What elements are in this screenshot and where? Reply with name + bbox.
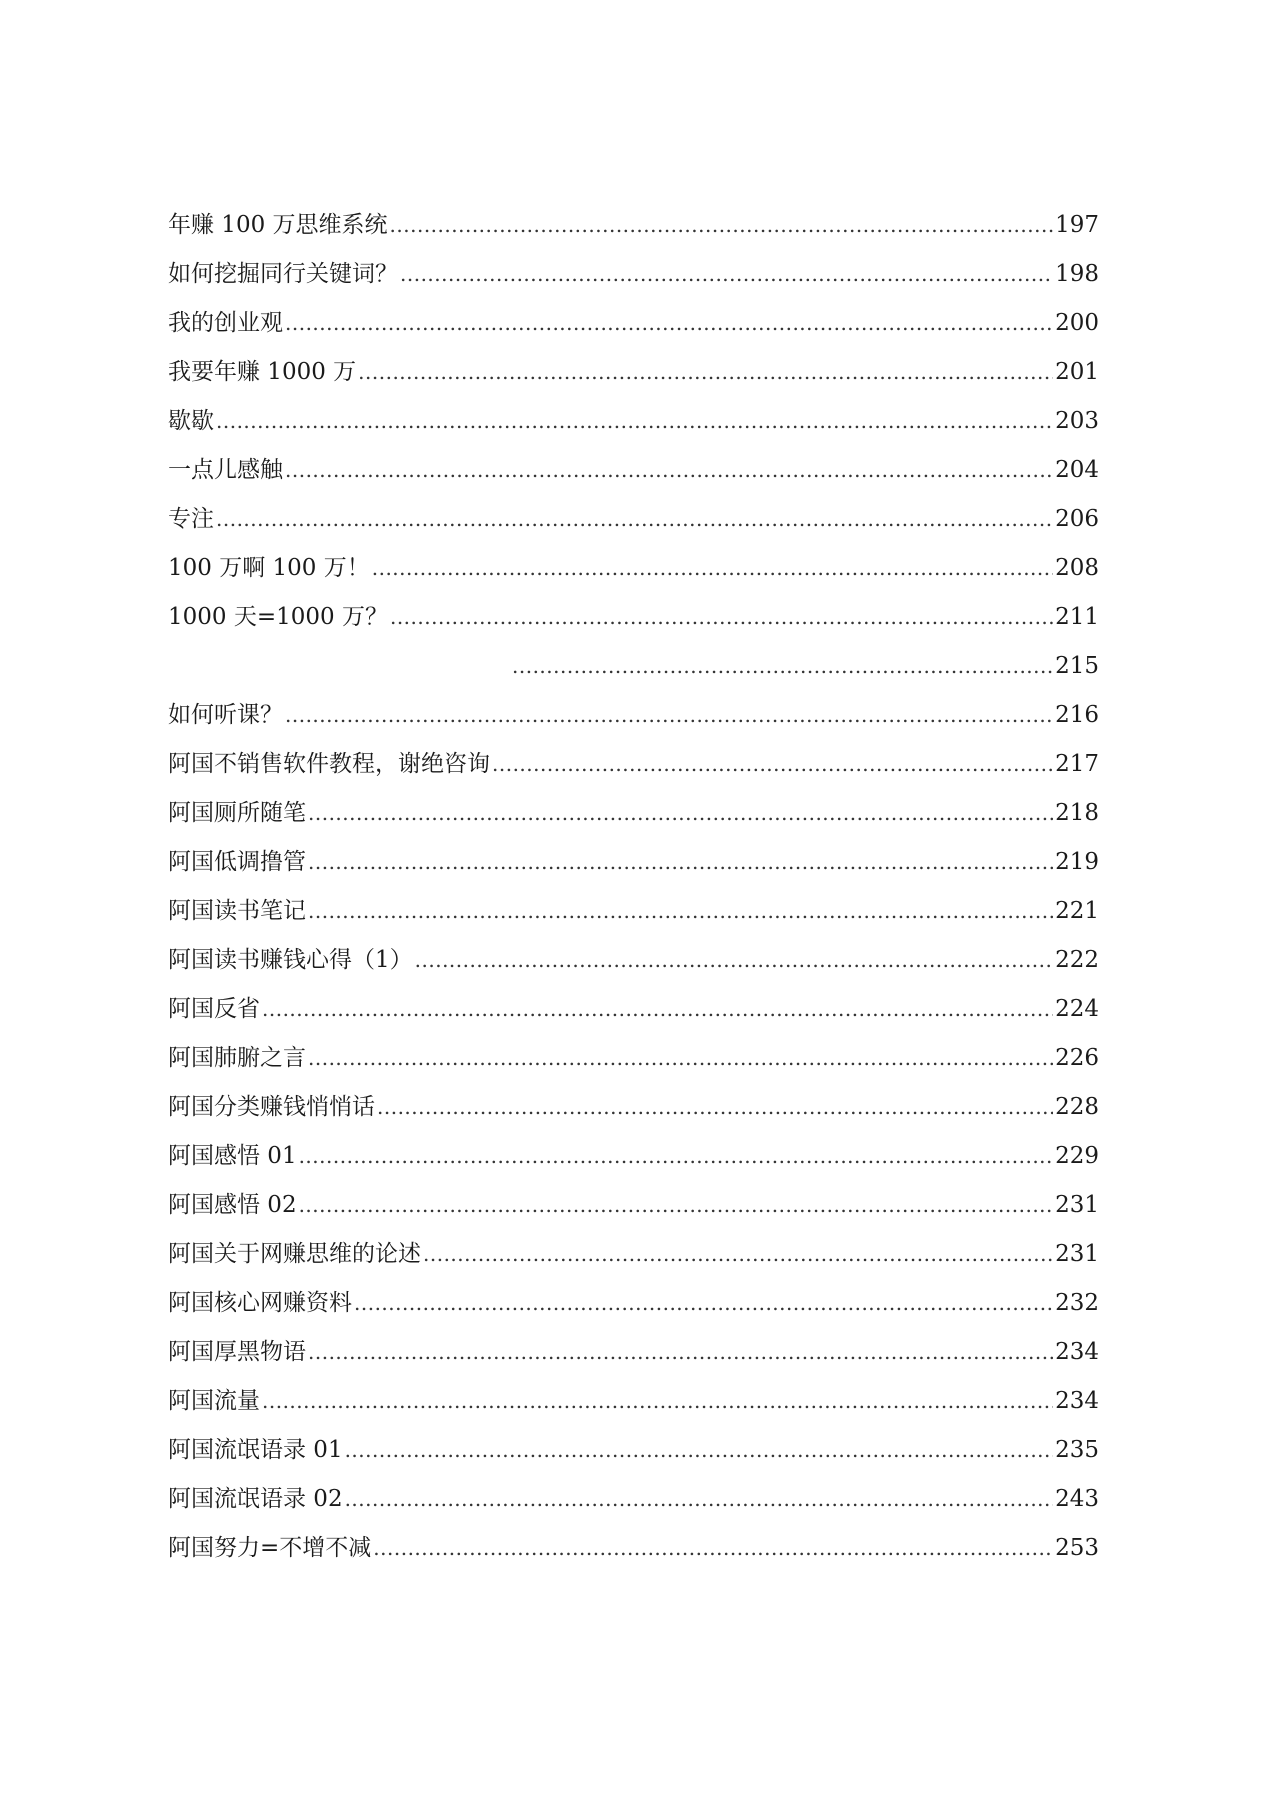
toc-entry-page-number: 211: [1055, 604, 1099, 630]
toc-entry-title: 阿国低调撸管: [168, 849, 306, 875]
dot-leader: [216, 397, 1053, 446]
toc-entry-page-number: 218: [1055, 800, 1099, 826]
dot-leader: [216, 495, 1053, 544]
toc-entry-title: 阿国关于网赚思维的论述: [168, 1241, 421, 1267]
toc-entry-title: 阿国流氓语录 02: [168, 1486, 343, 1512]
toc-entry-page-number: 198: [1055, 261, 1099, 287]
dot-leader: [345, 1426, 1054, 1475]
toc-entry-title: 阿国厕所随笔: [168, 800, 306, 826]
dot-leader: [299, 1132, 1054, 1181]
toc-entry[interactable]: [168, 1377, 1099, 1426]
toc-entry[interactable]: [168, 1132, 1099, 1181]
dot-leader: [285, 691, 1053, 740]
toc-entry[interactable]: [168, 397, 1099, 446]
toc-entry-title: 阿国核心网赚资料: [168, 1290, 352, 1316]
toc-entry-page-number: 232: [1055, 1290, 1099, 1316]
toc-entry-title: 歇歇: [168, 408, 214, 434]
toc-entry-title: 年赚 100 万思维系统: [168, 212, 388, 238]
toc-entry[interactable]: [168, 1181, 1099, 1230]
toc-entry-title: 阿国努力=不增不减: [168, 1535, 372, 1561]
toc-entry-page-number: 229: [1055, 1143, 1099, 1169]
toc-entry[interactable]: [168, 1524, 1099, 1573]
toc-entry-page-number: 224: [1055, 996, 1099, 1022]
toc-entry[interactable]: [168, 544, 1099, 593]
dot-leader: [423, 1230, 1053, 1279]
toc-entry-page-number: 201: [1055, 359, 1099, 385]
toc-entry-title: 阿国分类赚钱悄悄话: [168, 1094, 375, 1120]
dot-leader: [308, 789, 1053, 838]
toc-entry-title: 100 万啊 100 万！: [168, 555, 370, 581]
toc-entry[interactable]: [168, 1426, 1099, 1475]
toc-entry[interactable]: [168, 495, 1099, 544]
toc-entry[interactable]: [168, 887, 1099, 936]
toc-entry-page-number: 200: [1055, 310, 1099, 336]
toc-entry-title: 阿国读书赚钱心得（1）: [168, 947, 413, 973]
toc-entry-page-number: 217: [1055, 751, 1099, 777]
toc-entry-title: 如何听课？: [168, 702, 283, 728]
toc-entry-page-number: 234: [1055, 1388, 1099, 1414]
dot-leader: [492, 740, 1053, 789]
toc-entry-title: 阿国反省: [168, 996, 260, 1022]
dot-leader: [400, 250, 1053, 299]
toc-entry-page-number: 216: [1055, 702, 1099, 728]
dot-leader: [390, 593, 1053, 642]
dot-leader: [373, 1524, 1053, 1573]
toc-entry[interactable]: [168, 299, 1099, 348]
toc-entry[interactable]: [168, 936, 1099, 985]
dot-leader: [372, 544, 1053, 593]
toc-entry-title: 如何挖掘同行关键词？: [168, 261, 398, 287]
dot-leader: [308, 1328, 1053, 1377]
toc-entry-title: 阿国感悟 01: [168, 1143, 297, 1169]
toc-entry-page-number: 253: [1055, 1535, 1099, 1561]
toc-entry[interactable]: [168, 250, 1099, 299]
dot-leader: [354, 1279, 1053, 1328]
toc-entry-page-number: 219: [1055, 849, 1099, 875]
toc-entry[interactable]: [168, 789, 1099, 838]
toc-entry-page-number: 235: [1055, 1437, 1099, 1463]
toc-entry[interactable]: [168, 201, 1099, 250]
dot-leader: [512, 642, 1053, 691]
toc-entry-page-number: 197: [1055, 212, 1099, 238]
toc-entry-page-number: 228: [1055, 1094, 1099, 1120]
dot-leader: [358, 348, 1053, 397]
toc-entry[interactable]: [168, 1279, 1099, 1328]
toc-entry-page-number: 203: [1055, 408, 1099, 434]
dot-leader: [299, 1181, 1054, 1230]
dot-leader: [345, 1475, 1054, 1524]
toc-entry-title: 阿国感悟 02: [168, 1192, 297, 1218]
toc-entry-title: 阿国不销售软件教程，谢绝咨询: [168, 751, 490, 777]
toc-entry[interactable]: [168, 446, 1099, 495]
toc-entry-title: 阿国厚黑物语: [168, 1339, 306, 1365]
toc-entry-title: 我的创业观: [168, 310, 283, 336]
toc-entry-page-number: 234: [1055, 1339, 1099, 1365]
dot-leader: [308, 838, 1053, 887]
toc-entry[interactable]: [168, 1230, 1099, 1279]
toc-entry-page-number: 215: [1055, 653, 1099, 679]
toc-entry[interactable]: [168, 642, 1099, 691]
dot-leader: [415, 936, 1053, 985]
toc-entry[interactable]: [168, 691, 1099, 740]
dot-leader: [262, 1377, 1053, 1426]
toc-entry-title: 阿国流量: [168, 1388, 260, 1414]
toc-entry-page-number: 206: [1055, 506, 1099, 532]
dot-leader: [262, 985, 1053, 1034]
toc-entry[interactable]: [168, 1475, 1099, 1524]
toc-entry[interactable]: [168, 985, 1099, 1034]
toc-entry-page-number: 208: [1055, 555, 1099, 581]
toc-entry-title: 我要年赚 1000 万: [168, 359, 357, 385]
toc-entry-page-number: 222: [1055, 947, 1099, 973]
dot-leader: [285, 446, 1053, 495]
toc-entry[interactable]: [168, 1034, 1099, 1083]
toc-entry-title: 一点儿感触: [168, 457, 283, 483]
toc-entry-title: 1000 天=1000 万？: [168, 604, 388, 630]
toc-entry-title: 阿国读书笔记: [168, 898, 306, 924]
dot-leader: [390, 201, 1054, 250]
dot-leader: [285, 299, 1053, 348]
toc-entry-page-number: 221: [1055, 898, 1099, 924]
toc-entry-page-number: 231: [1055, 1241, 1099, 1267]
toc-entry-page-number: 243: [1055, 1486, 1099, 1512]
toc-entry-title: 专注: [168, 506, 214, 532]
toc-entry[interactable]: [168, 838, 1099, 887]
toc-entry[interactable]: [168, 593, 1099, 642]
toc-entry[interactable]: [168, 348, 1099, 397]
toc-entry[interactable]: [168, 1083, 1099, 1132]
dot-leader: [308, 1034, 1053, 1083]
toc-entry-page-number: 226: [1055, 1045, 1099, 1071]
toc-entry[interactable]: [168, 1328, 1099, 1377]
toc-entry-page-number: 231: [1055, 1192, 1099, 1218]
dot-leader: [377, 1083, 1053, 1132]
toc-entry[interactable]: [168, 740, 1099, 789]
table-of-contents: [168, 201, 1099, 1573]
dot-leader: [308, 887, 1053, 936]
toc-entry-title: 阿国肺腑之言: [168, 1045, 306, 1071]
toc-entry-page-number: 204: [1055, 457, 1099, 483]
toc-entry-title: 阿国流氓语录 01: [168, 1437, 343, 1463]
